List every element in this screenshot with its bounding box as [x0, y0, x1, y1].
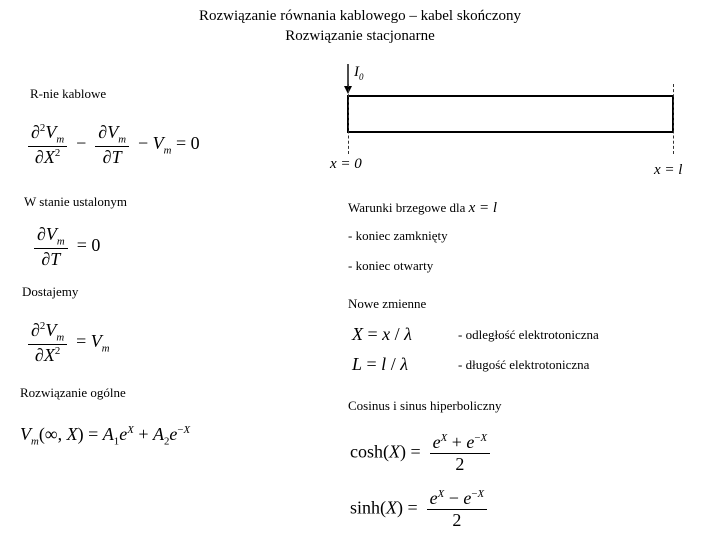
electrotonic-length-label: - długość elektrotoniczna: [458, 357, 590, 372]
boundary-conditions-label: Warunki brzegowe dla x = l: [348, 200, 498, 216]
open-end-item: - koniec otwarty: [348, 258, 434, 273]
electrotonic-distance-label: - odległość elektrotoniczna: [458, 327, 599, 342]
steady-state-equation: $\frac{\partial V_m}{\partial T}$ = 0: [34, 224, 100, 270]
hyperbolic-functions-label: Cosinus i sinus hiperboliczny: [348, 398, 502, 413]
general-solution-equation: $V_m(\infty$, $X) = A_1e^X + A_2e^{-X}$: [20, 424, 191, 448]
cable-equation: $\frac{\partial^2V_m}{\partial X^2}$ − $\frac{\partial V_m}{\partial T}$ − $V_m = 0$: [28, 122, 200, 168]
dashed-marker-right: [673, 84, 674, 154]
x-l-label: x = l: [654, 162, 683, 178]
cable-diagram: [347, 95, 674, 133]
l-definition-equation: L = l / λ: [352, 354, 408, 374]
obtain-label: Dostajemy: [22, 284, 79, 299]
general-solution-label: Rozwiązanie ogólne: [20, 385, 126, 400]
page-title: Rozwiązanie równania kablowego – kabel skończony: [199, 8, 521, 24]
sinh-definition-equation: sinh(X) = $\frac{e^X - e^{-X}}{2}$: [350, 488, 487, 530]
cosh-definition-equation: cosh(X) = $\frac{e^X + e^{-X}}{2}$: [350, 432, 490, 474]
dashed-marker-left: [348, 84, 349, 154]
steady-state-label: W stanie ustalonym: [24, 194, 128, 209]
x-zero-label: x = 0: [330, 156, 362, 172]
obtained-equation: $\frac{\partial^2V_m}{\partial X^2}$ = $V_m$: [28, 320, 110, 366]
new-variables-label: Nowe zmienne: [348, 296, 427, 311]
current-label: $I_0$: [354, 64, 364, 82]
closed-end-item: - koniec zamknięty: [348, 228, 448, 243]
page-subtitle: Rozwiązanie stacjonarne: [285, 28, 435, 44]
x-definition-equation: X = x / λ: [352, 324, 412, 344]
cable-equation-label: R-nie kablowe: [30, 86, 107, 101]
